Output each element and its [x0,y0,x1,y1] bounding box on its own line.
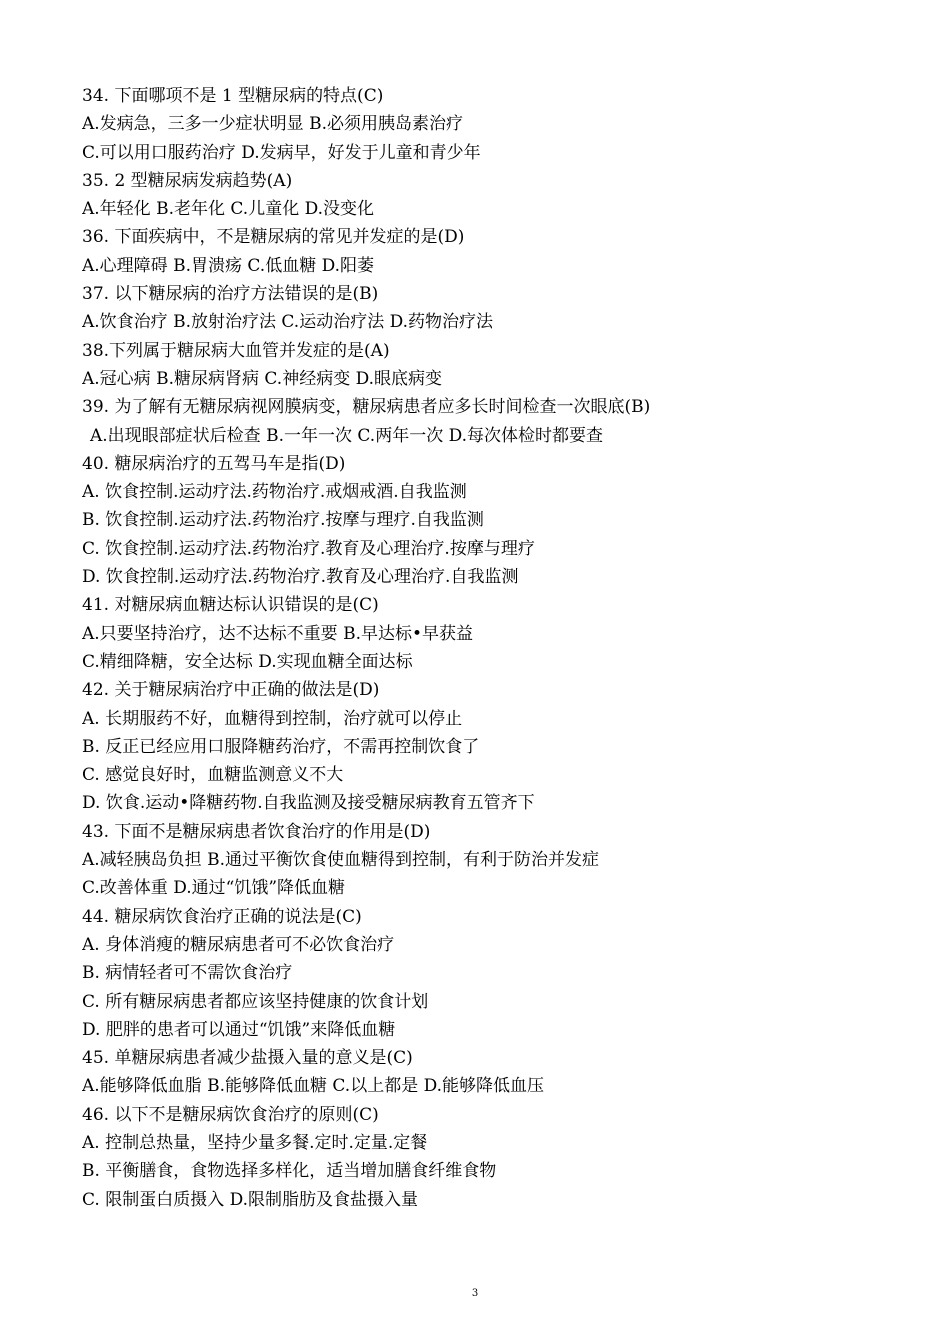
question-40-option-d: D. 饮食控制.运动疗法.药物治疗.教育及心理治疗.自我监测 [82,567,519,588]
question-43-options-cd: C.改善体重 D.通过“饥饿”降低血糖 [82,878,346,899]
question-43-options-ab: A.减轻胰岛负担 B.通过平衡饮食使血糖得到控制，有利于防治并发症 [82,850,599,871]
question-34-options-cd: C.可以用口服药治疗 D.发病早，好发于儿童和青少年 [82,142,481,163]
question-46-option-a: A. 控制总热量，坚持少量多餐.定时.定量.定餐 [82,1132,428,1153]
question-44-option-a: A. 身体消瘦的糖尿病患者可不必饮食治疗 [82,934,395,955]
question-40: 40. 糖尿病治疗的五驾马车是指(D) [82,453,346,474]
question-38: 38.下列属于糖尿病大血管并发症的是(A) [82,340,390,361]
question-44: 44. 糖尿病饮食治疗正确的说法是(C) [82,906,362,927]
page-number: 3 [471,1288,479,1299]
question-40-option-c: C. 饮食控制.运动疗法.药物治疗.教育及心理治疗.按摩与理疗 [82,538,535,559]
question-43: 43. 下面不是糖尿病患者饮食治疗的作用是(D) [82,821,431,842]
question-34: 34. 下面哪项不是 1 型糖尿病的特点(C) [82,86,384,106]
question-42-option-c: C. 感觉良好时，血糖监测意义不大 [82,765,344,786]
question-41: 41. 对糖尿病血糖达标认识错误的是(C) [82,595,379,616]
question-44-option-c: C. 所有糖尿病患者都应该坚持健康的饮食计划 [82,991,429,1012]
question-44-option-d: D. 肥胖的患者可以通过“饥饿”来降低血糖 [82,1019,396,1040]
question-45-options: A.能够降低血脂 B.能够降低血糖 C.以上都是 D.能够降低血压 [82,1076,545,1097]
question-36-options: A.心理障碍 B.胃溃疡 C.低血糖 D.阳萎 [82,255,375,276]
question-45: 45. 单糖尿病患者减少盐摄入量的意义是(C) [82,1048,413,1069]
question-40-option-a: A. 饮食控制.运动疗法.药物治疗.戒烟戒酒.自我监测 [82,482,467,503]
question-41-options-ab: A.只要坚持治疗，达不达标不重要 B.早达标•早获益 [82,623,474,644]
question-39-options: A.出现眼部症状后检查 B.一年一次 C.两年一次 D.每次体检时都要查 [90,425,604,446]
question-35-options: A.年轻化 B.老年化 C.儿童化 D.没变化 [82,199,375,220]
question-37-options: A.饮食治疗 B.放射治疗法 C.运动治疗法 D.药物治疗法 [82,312,494,333]
question-36: 36. 下面疾病中，不是糖尿病的常见并发症的是(D) [82,227,465,248]
question-40-option-b: B. 饮食控制.运动疗法.药物治疗.按摩与理疗.自我监测 [82,510,484,531]
question-35: 35. 2 型糖尿病发病趋势(A) [82,170,293,191]
question-42: 42. 关于糖尿病治疗中正确的做法是(D) [82,680,380,701]
question-41-options-cd: C.精细降糖，安全达标 D.实现血糖全面达标 [82,651,413,672]
question-42-option-d: D. 饮食.运动•降糖药物.自我监测及接受糖尿病教育五管齐下 [82,793,535,814]
question-42-option-b: B. 反正已经应用口服降糖药治疗，不需再控制饮食了 [82,736,480,757]
question-34-options-ab: A.发病急，三多一少症状明显 B.必须用胰岛素治疗 [82,114,463,135]
question-46-options-cd: C. 限制蛋白质摄入 D.限制脂肪及食盐摄入量 [82,1189,419,1210]
question-46: 46. 以下不是糖尿病饮食治疗的原则(C) [82,1104,379,1125]
question-44-option-b: B. 病情轻者可不需饮食治疗 [82,963,293,984]
document-body [82,82,922,1214]
question-39: 39. 为了解有无糖尿病视网膜病变，糖尿病患者应多长时间检查一次眼底(B) [82,397,651,418]
question-37: 37. 以下糖尿病的治疗方法错误的是(B) [82,284,379,305]
question-38-options: A.冠心病 B.糖尿病肾病 C.神经病变 D.眼底病变 [82,368,443,389]
question-46-option-b: B. 平衡膳食，食物选择多样化，适当增加膳食纤维食物 [82,1161,497,1182]
question-42-option-a: A. 长期服药不好，血糖得到控制，治疗就可以停止 [82,708,463,729]
